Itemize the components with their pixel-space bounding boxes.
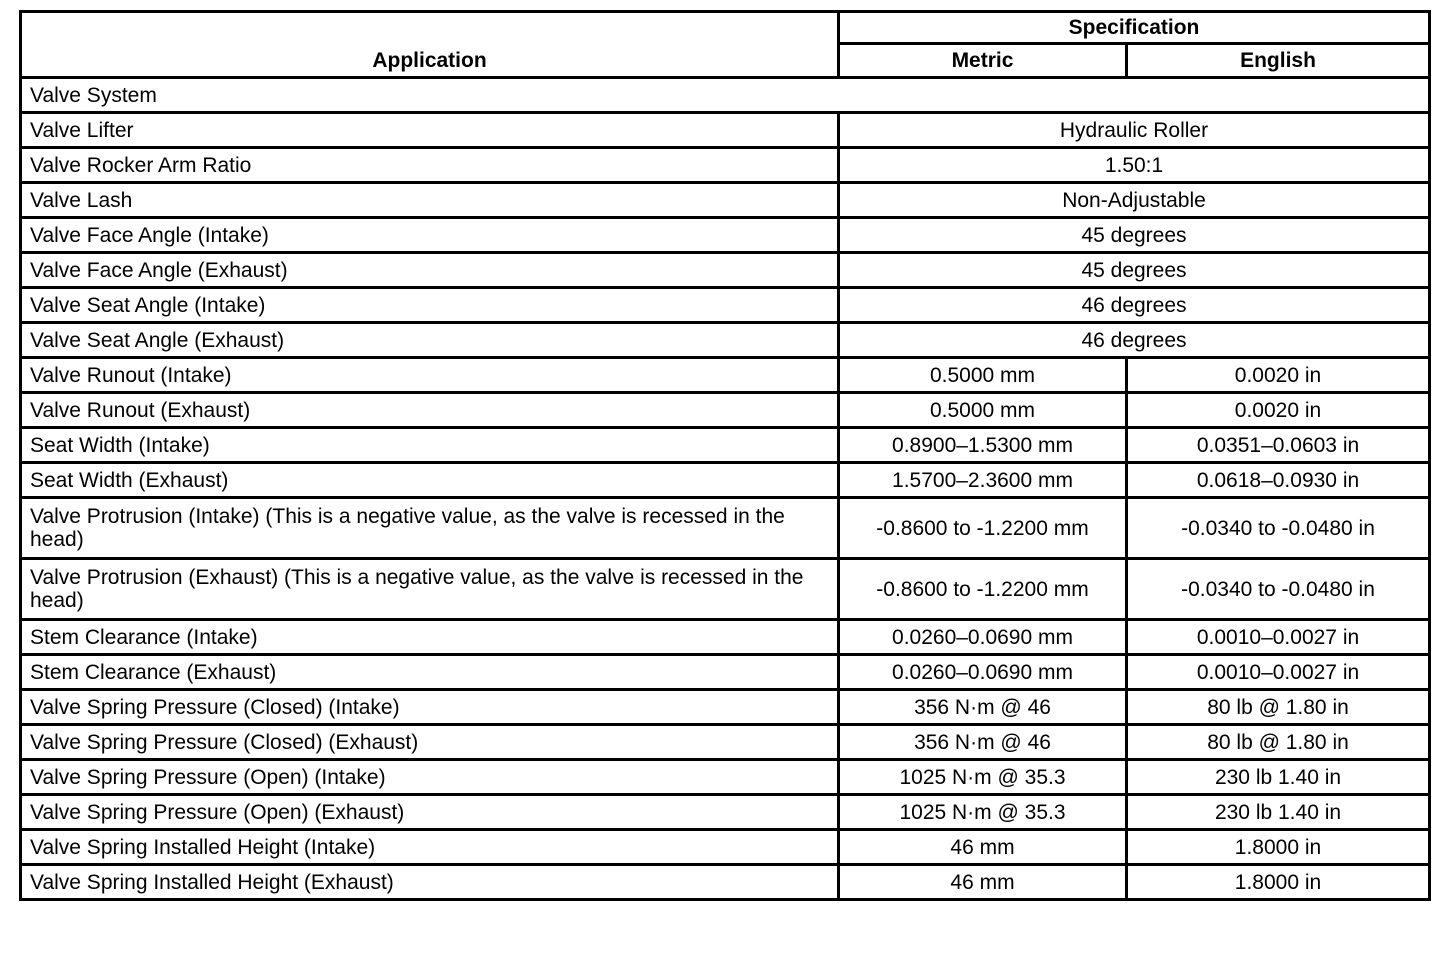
english-cell: 0.0351–0.0603 in xyxy=(1127,428,1430,463)
table-row xyxy=(21,358,1430,393)
application-cell: Valve Lifter xyxy=(21,113,839,148)
metric-cell: 1.5700–2.3600 mm xyxy=(839,463,1127,498)
combined-spec-cell: 45 degrees xyxy=(839,253,1430,288)
metric-cell: 0.8900–1.5300 mm xyxy=(839,428,1127,463)
spec-sheet xyxy=(19,10,1428,901)
metric-cell: 46 mm xyxy=(839,865,1127,900)
application-cell: Valve Seat Angle (Exhaust) xyxy=(21,323,839,358)
metric-cell: 1025 N·m @ 35.3 xyxy=(839,795,1127,830)
application-cell: Valve Spring Installed Height (Intake) xyxy=(21,830,839,865)
application-cell: Valve Protrusion (Exhaust) (This is a negative value, as the valve is recessed in the head) xyxy=(21,559,839,620)
application-cell: Valve Rocker Arm Ratio xyxy=(21,148,839,183)
table-row xyxy=(21,725,1430,760)
application-cell: Valve Runout (Intake) xyxy=(21,358,839,393)
header-metric: Metric xyxy=(839,44,1127,78)
spec-table xyxy=(19,10,1431,901)
table-row xyxy=(21,795,1430,830)
table-row xyxy=(21,113,1430,148)
table-row xyxy=(21,830,1430,865)
table-row xyxy=(21,463,1430,498)
metric-cell: 356 N·m @ 46 xyxy=(839,725,1127,760)
english-cell: 1.8000 in xyxy=(1127,865,1430,900)
application-cell: Valve Face Angle (Exhaust) xyxy=(21,253,839,288)
metric-cell: -0.8600 to -1.2200 mm xyxy=(839,559,1127,620)
table-row xyxy=(21,760,1430,795)
table-row xyxy=(21,288,1430,323)
application-cell: Valve Runout (Exhaust) xyxy=(21,393,839,428)
english-cell: 80 lb @ 1.80 in xyxy=(1127,690,1430,725)
combined-spec-cell: 1.50:1 xyxy=(839,148,1430,183)
header-specification: Specification xyxy=(839,12,1430,44)
section-title: Valve System xyxy=(21,78,1430,113)
application-cell: Stem Clearance (Intake) xyxy=(21,620,839,655)
english-cell: 0.0020 in xyxy=(1127,393,1430,428)
metric-cell: -0.8600 to -1.2200 mm xyxy=(839,498,1127,559)
table-row xyxy=(21,183,1430,218)
application-cell: Valve Protrusion (Intake) (This is a negative value, as the valve is recessed in the head) xyxy=(21,498,839,559)
table-row xyxy=(21,620,1430,655)
english-cell: 230 lb 1.40 in xyxy=(1127,795,1430,830)
table-row xyxy=(21,253,1430,288)
english-cell: 0.0618–0.0930 in xyxy=(1127,463,1430,498)
metric-cell: 0.5000 mm xyxy=(839,358,1127,393)
english-cell: 0.0010–0.0027 in xyxy=(1127,620,1430,655)
table-row xyxy=(21,865,1430,900)
table-row xyxy=(21,218,1430,253)
table-row xyxy=(21,323,1430,358)
english-cell: -0.0340 to -0.0480 in xyxy=(1127,498,1430,559)
english-cell: 1.8000 in xyxy=(1127,830,1430,865)
combined-spec-cell: 46 degrees xyxy=(839,323,1430,358)
metric-cell: 0.5000 mm xyxy=(839,393,1127,428)
application-cell: Valve Seat Angle (Intake) xyxy=(21,288,839,323)
application-cell: Valve Lash xyxy=(21,183,839,218)
table-row xyxy=(21,690,1430,725)
header-application: Application xyxy=(21,12,839,78)
combined-spec-cell: Hydraulic Roller xyxy=(839,113,1430,148)
metric-cell: 356 N·m @ 46 xyxy=(839,690,1127,725)
english-cell: 80 lb @ 1.80 in xyxy=(1127,725,1430,760)
table-row xyxy=(21,655,1430,690)
application-cell: Stem Clearance (Exhaust) xyxy=(21,655,839,690)
application-cell: Valve Spring Pressure (Closed) (Exhaust) xyxy=(21,725,839,760)
combined-spec-cell: 45 degrees xyxy=(839,218,1430,253)
application-cell: Seat Width (Exhaust) xyxy=(21,463,839,498)
metric-cell: 1025 N·m @ 35.3 xyxy=(839,760,1127,795)
application-cell: Valve Spring Pressure (Open) (Intake) xyxy=(21,760,839,795)
table-body xyxy=(21,78,1430,900)
application-cell: Valve Face Angle (Intake) xyxy=(21,218,839,253)
metric-cell: 46 mm xyxy=(839,830,1127,865)
english-cell: 0.0020 in xyxy=(1127,358,1430,393)
table-row xyxy=(21,498,1430,559)
metric-cell: 0.0260–0.0690 mm xyxy=(839,655,1127,690)
application-cell: Seat Width (Intake) xyxy=(21,428,839,463)
metric-cell: 0.0260–0.0690 mm xyxy=(839,620,1127,655)
combined-spec-cell: 46 degrees xyxy=(839,288,1430,323)
table-row xyxy=(21,559,1430,620)
application-cell: Valve Spring Pressure (Open) (Exhaust) xyxy=(21,795,839,830)
table-row xyxy=(21,148,1430,183)
header-english: English xyxy=(1127,44,1430,78)
application-cell: Valve Spring Pressure (Closed) (Intake) xyxy=(21,690,839,725)
table-row xyxy=(21,428,1430,463)
table-header xyxy=(21,12,1430,78)
english-cell: -0.0340 to -0.0480 in xyxy=(1127,559,1430,620)
table-row xyxy=(21,393,1430,428)
application-cell: Valve Spring Installed Height (Exhaust) xyxy=(21,865,839,900)
english-cell: 0.0010–0.0027 in xyxy=(1127,655,1430,690)
combined-spec-cell: Non-Adjustable xyxy=(839,183,1430,218)
english-cell: 230 lb 1.40 in xyxy=(1127,760,1430,795)
section-row xyxy=(21,78,1430,113)
